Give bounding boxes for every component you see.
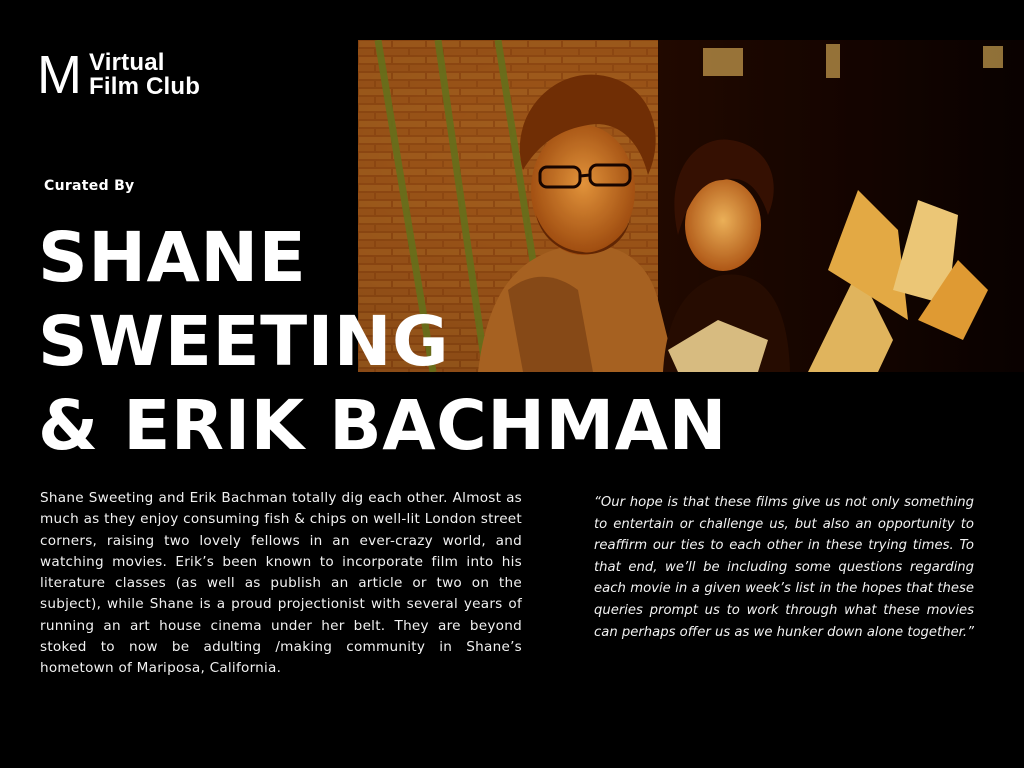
brand-name-line2: Film Club bbox=[88, 73, 201, 100]
brand-mark: M bbox=[37, 45, 81, 105]
curators-bio: Shane Sweeting and Erik Bachman totally dig each other. Almost as much as they enjoy consuming fish & chips on well-lit London street corners, raising two lovely fellows in an ever-crazy world, and watching movies. Erik’s been known to incorporate film into his literature classes (as well as publish an article or two on the subject), while Shane is a proud projectionist with several years of running an art house cinema under her belt. They are beyond stoked to now be adulting /making community in Shane’s hometown of Mariposa, California. bbox=[40, 490, 522, 677]
curators-headline bbox=[38, 216, 727, 468]
curators-quote: “Our hope is that these films give us not only something to entertain or challenge us, but also an opportunity to reaffirm our ties to each other in these trying times. To that end, we’ll be including some questions regarding each movie in a given week’s list in the hopes that these queries prompt us to work through what these movies can perhaps offer us as we hunker down alone together.” bbox=[594, 495, 974, 640]
brand-name-line1: Virtual bbox=[88, 49, 165, 76]
headline-line1: SHANE bbox=[38, 218, 307, 298]
brand-logo bbox=[37, 45, 201, 105]
curated-by-label: Curated By bbox=[44, 178, 135, 194]
headline-line3: & ERIK BACHMAN bbox=[38, 386, 727, 466]
brand-name bbox=[89, 51, 200, 99]
headline-line2: SWEETING bbox=[38, 302, 450, 382]
